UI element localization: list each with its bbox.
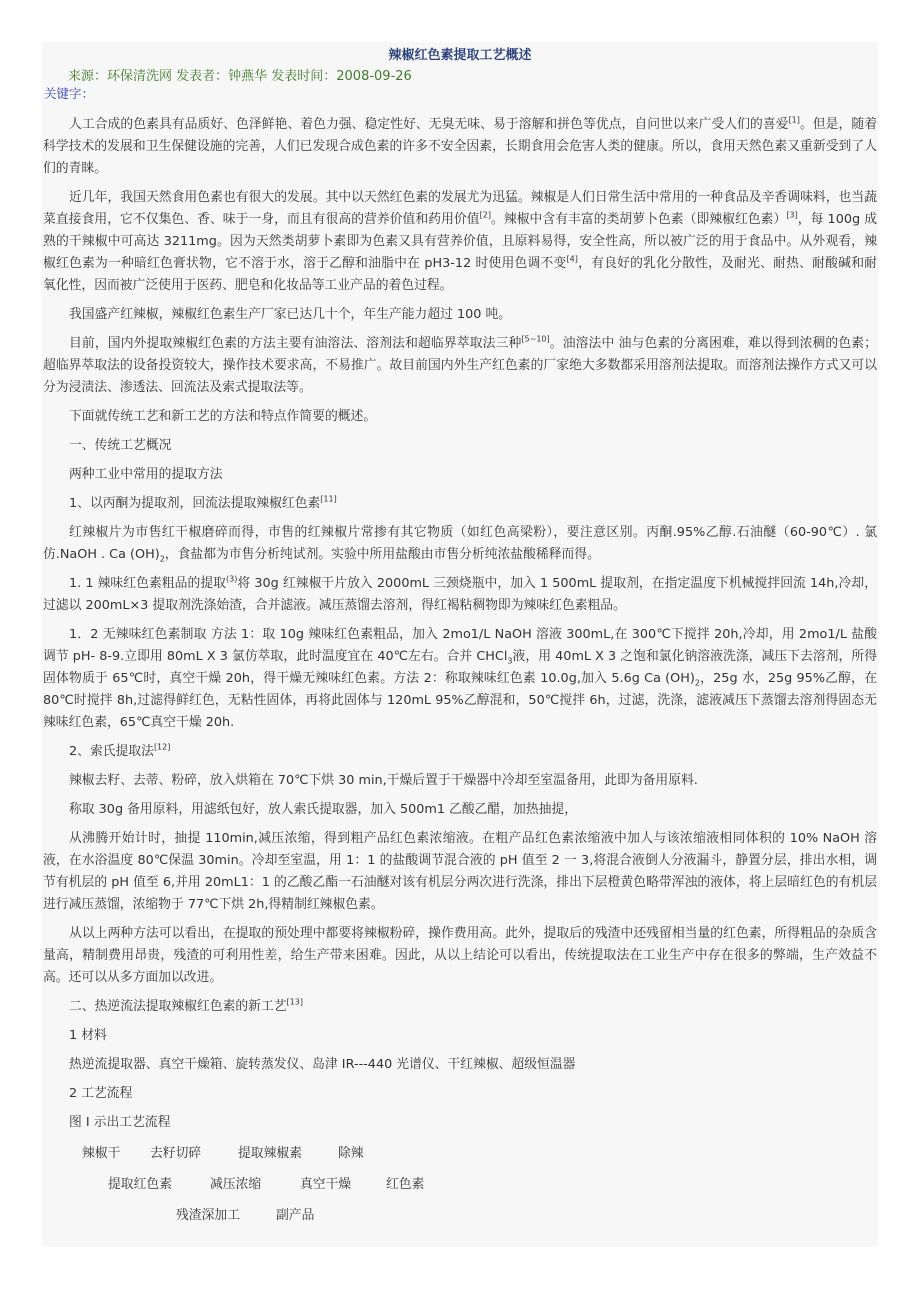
paragraph-non-spicy: 1．2 无辣味红色素制取 方法 1：取 10g 辣味红色素粗品，加入 2mo1/L NaOH 溶液 300mL,在 300℃下搅拌 20h,冷却，用 2mo1/L 盐酸调节 pH- 8-9.立即用 80mL X 3 氯仿萃取，此时温度宜在 40℃左右。合并 CHCl$_3$液，用 40mL X 3 之饱和氯化钠溶液洗涤，减压下去溶剂，所得固体物质于 65℃时，真空干燥 20h，得干燥无辣味红色素。方法 2：称取辣味红色素 10.0g,加入 5.6g Ca $(OH)_2$，25g 水，25g 95%乙醇，在 80℃时搅拌 8h,过滤得鲜红色，无粘性固体，再将此固体与 120mL 95%乙醇混和，50℃搅拌 6h，过滤，洗涤，滤液减压下蒸馏去溶剂得固态无辣味红色素，65℃真空干燥 20h. — [43, 627, 877, 730]
flow-step: 除辣 — [338, 1146, 364, 1161]
flow-step: 红色素 — [386, 1177, 425, 1192]
process-flow-row-2 — [42, 1174, 878, 1202]
reference: [5~10] — [521, 334, 550, 344]
paragraph-weighing: 称取 30g 备用原料，用滤纸包好，放人索氏提取器，加入 500m1 乙酸乙醋，加热抽提， — [69, 802, 578, 817]
paragraph-overview: 下面就传统工艺和新工艺的方法和特点作简要的概述。 — [69, 409, 377, 424]
process-flow-row-3 — [42, 1205, 878, 1233]
flow-step: 提取辣椒素 — [238, 1146, 302, 1161]
subheading-acetone: 1、以丙酮为提取剂，回流法提取辣椒红色素[11] — [69, 494, 337, 511]
subheading-process: 2 工艺流程 — [69, 1086, 133, 1101]
reference: [13] — [286, 997, 303, 1007]
paragraph-boiling: 从沸腾开始计时，抽提 110min,减压浓缩，得到粗产品红色素浓缩液。在粗产品红色素浓缩液中加人与该浓缩液相同体积的 10% NaOH 溶液，在水浴温度 80℃保温 30min。冷却至室温，用 1：1 的盐酸调节混合液的 pH 值至 2 一 3,将混合液倒人分液漏斗，静置分层，排出水相，调节有机层的 pH 值至 6,并用 20mL1：1 的乙酸乙酯一石油醚对该有机层分两次进行洗涤，排出下层橙黄色略带浑浊的液体，将上层暗红色的有机层进行减压蒸馏，浓缩物于 77℃下烘 2h,得精制红辣椒色素。 — [43, 831, 877, 912]
flow-step: 辣椒干 — [82, 1146, 121, 1161]
reference: [2] — [479, 210, 491, 220]
flow-step: 真空干燥 — [300, 1177, 352, 1192]
flow-step: 残渣深加工 — [176, 1208, 240, 1223]
paragraph-figure-ref: 图 I 示出工艺流程 — [69, 1115, 171, 1130]
flow-step: 减压浓缩 — [210, 1177, 262, 1192]
reference: [3] — [786, 210, 798, 220]
process-flow-row-1 — [42, 1143, 878, 1171]
article-meta: 来源：环保清洗网 发表者：钟燕华 发表时间：2008-09-26 — [68, 69, 412, 84]
page-title: 辣椒红色素提取工艺概述 — [388, 48, 532, 63]
paragraph-crude-extraction: 1. 1 辣味红色素粗品的提取$^{(3)}$将 30g 红辣椒干片放入 2000mL 三颈烧瓶中，加入 1 500mL 提取剂，在指定温度下机械搅拌回流 14h,冷却，过滤以 200mL×3 提取剂洗涤始渣，合并滤液。减压蒸馏去溶剂，得红褐粘稠物即为辣味红色素粗品。 — [43, 574, 877, 613]
paragraph-equipment: 热逆流提取器、真空干燥箱、旋转蒸发仪、岛津 IR---440 光谱仪、干红辣椒、超级恒温器 — [69, 1057, 576, 1072]
section-heading-new-process: 二、热逆流法提取辣椒红色素的新工艺[13] — [69, 997, 303, 1014]
keywords-label: 关键字： — [44, 86, 95, 101]
reference: (3) — [226, 574, 238, 584]
flow-step: 去籽切碎 — [150, 1146, 202, 1161]
paragraph-two-methods: 两种工业中常用的提取方法 — [69, 467, 223, 482]
paragraph-reagents: 红辣椒片为市售红干椒磨碎而得，市售的红辣椒片常掺有其它物质（如红色高梁粉），要注意区别。丙酮.95%乙醇.石油醚（60-90℃）. 氯仿.NaOH . Ca $(OH)_2$，食盐都为市售分析纯试剂。实验中所用盐酸由市售分析纯浓盐酸稀释而得。 — [43, 525, 877, 564]
document — [42, 42, 878, 1247]
reference: [1] — [788, 115, 800, 125]
reference: [11] — [320, 494, 337, 504]
flow-step: 提取红色素 — [108, 1177, 172, 1192]
paragraph-pretreatment: 辣椒去籽、去蒂、粉碎，放入烘箱在 70℃下烘 30 min,干燥后置于干燥器中冷却至室温备用，此即为备用原料. — [69, 773, 698, 788]
subheading-materials: 1 材料 — [69, 1028, 107, 1043]
paragraph-conclusion: 从以上两种方法可以看出，在提取的预处理中都要将辣椒粉碎，操作费用高。此外，提取后的残渣中还残留相当量的红色素，所得粗品的杂质含量高，精制费用昂贵，残渣的可利用性差，给生产带来困难。因此，从以上结论可以看出，传统提取法在工业生产中存在很多的弊端，生产效益不高。还可以从多方面加以改进。 — [43, 926, 877, 985]
subheading-soxhlet: 2、索氏提取法[12] — [69, 742, 171, 759]
paragraph-production: 我国盛产红辣椒，辣椒红色素生产厂家已达几十个，年生产能力超过 100 吨。 — [69, 307, 512, 322]
flow-step: 副产品 — [276, 1208, 315, 1223]
paragraph-intro: 人工合成的色素具有品质好、色泽鲜艳、着色力强、稳定性好、无臭无味、易于溶解和拼色等优点，自问世以来广受人们的喜爱[1]。但是，随着科学技术的发展和卫生保健设施的完善，人们已发现合成色素的许多不安全因素，长期食用会危害人类的健康。所以，食用天然色素又重新受到了人们的青睐。 — [43, 115, 878, 176]
reference: [12] — [153, 742, 171, 752]
paragraph-development: 近几年，我国天然食用色素也有很大的发展。其中以天然红色素的发展尤为迅猛。辣椒是人们日常生活中常用的一种食品及辛香调味料，也当蔬菜直接食用，它不仅集色、香、味于一身，而且有很高的营养价值和药用价值[2]。辣椒中含有丰富的类胡萝卜色素（即辣椒红色素）[3]，每 100g 成熟的干辣椒中可高达 3211mg。因为天然类胡萝卜素即为色素又具有营养价值，且原料易得，安全性高，所以被广泛的用于食品中。从外观看，辣椒红色素为一种暗红色膏状物，它不溶于水，溶于乙醇和油脂中在 pH3-12 时使用色调不变[4]，有良好的乳化分散性，及耐光、耐热、耐酸碱和耐氧化性，因而被广泛使用于医药、肥皂和化妆品等工业产品的着色过程。 — [43, 190, 878, 293]
reference: [4] — [566, 254, 578, 264]
section-heading-traditional: 一、传统工艺概况 — [69, 438, 172, 453]
paragraph-methods: 目前，国内外提取辣椒红色素的方法主要有油溶法、溶剂法和超临界萃取法三种[5~10]。油溶法中 油与色素的分离困难，难以得到浓稠的色素；超临界萃取法的设备投资较大，操作技术要求高，不易推广。故目前国内外生产红色素的厂家绝大多数都采用溶剂法提取。而溶剂法操作方式又可以分为浸渍法、渗透法、回流法及索式提取法等。 — [43, 334, 877, 395]
